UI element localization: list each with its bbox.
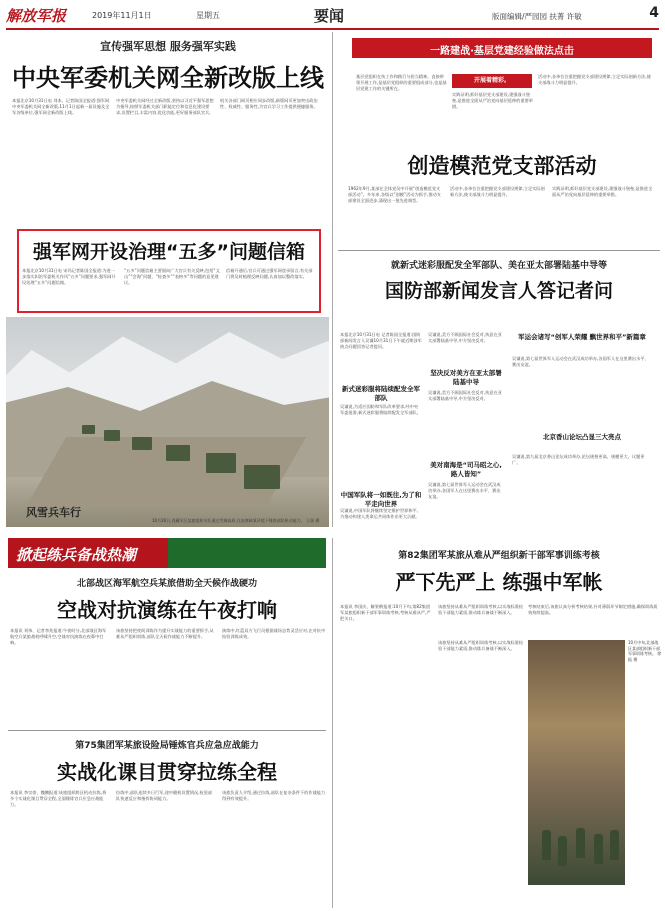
art4-sub6: 北京香山论坛凸显三大亮点 bbox=[543, 433, 621, 441]
soldier-figure bbox=[576, 828, 585, 858]
art7-kicker: 第82集团军某旅从难从严组织新干部军事训练考核 bbox=[398, 551, 600, 561]
art3-tagline: 开展着精彩。 bbox=[452, 74, 532, 88]
art4-body6: 吴谦说,第九届北京香山论坛成功举办,论坛规格更高、规模更大、议题更广。 bbox=[512, 454, 645, 466]
art1-col3: 机关各部门网页相应同步改版,新版网页更加突出政治性、权威性、服务性,为官兵学习工作提供便捷服务。 bbox=[220, 98, 318, 110]
truck bbox=[206, 453, 236, 473]
art4-body3: 吴谦说,美方不顾国际社会反对,执意在亚太部署陆基中导,中方坚决反对。 bbox=[428, 390, 502, 402]
training-banner: 掀起练兵备战热潮 bbox=[8, 538, 168, 568]
art7-col1: 本报讯 李国庆、解景鹤报道:10月下旬,第82集团军某旅组织新干部军事训练考核,考核从难从严,严把关口。 bbox=[340, 604, 431, 622]
art5-kicker: 北部战区海军航空兵某旅借助全天候作战硬功 bbox=[76, 579, 257, 589]
art4-kicker: 就新式迷彩服配发全军部队、美在亚太部署陆基中导等 bbox=[390, 261, 607, 271]
art3-intro1: 基层党组织在执工作和践行与担当精神。直接带领开展工作,是基层党组织的重要组成部分,也是基层党建工作的关键所在。 bbox=[356, 74, 447, 92]
art4-body4: 吴谦说,中国军队将继续坚定维护世界和平,为推动构建人类命运共同体作出更大贡献。 bbox=[340, 508, 420, 520]
party-building-banner: 一路建战·基层党建经验做法点击 bbox=[352, 38, 652, 58]
newspaper-logo: 解放军报 bbox=[6, 7, 67, 25]
art3-intro2: 实践证明,抓好基层党支部建设,建强战斗堡垒,是推进全面从严治党向基层延伸的重要举措。 bbox=[452, 92, 533, 110]
art2-title: 强军网开设治理“五多”问题信箱 bbox=[33, 241, 305, 263]
soldier-figure bbox=[542, 830, 551, 860]
soldier-figure bbox=[610, 830, 619, 860]
art2-col2: “五多”问题信箱主要面向广大官兵有关反映,包括“文山”“会海”问题、“检查多”“表格多”等问题的意见建议。 bbox=[124, 268, 220, 286]
art6-col3: 该旅负责人介绍,通过拉练,部队在复杂条件下的作战能力得到有效提升。 bbox=[222, 790, 326, 802]
art4-sub1: 新式迷彩服将陆续配发全军部队 bbox=[342, 385, 420, 402]
art3-col2: 活动中,各单位注重把握党支部建设规律,立足实际创新方法,使支部战斗力明显提升。 bbox=[450, 186, 545, 198]
art7-col3: 考核结束后,该旅认真分析考核结果,针对薄弱环节制定措施,确保训练质效持续提高。 bbox=[528, 604, 658, 616]
art7-col2a: 该旅坚持从难从严组织训练考核,以实战标准检验干部能力素质,推动练兵备战不断深入。 bbox=[438, 604, 524, 616]
column-divider bbox=[332, 32, 333, 527]
masthead-rule bbox=[6, 28, 659, 30]
soldier-figure bbox=[594, 834, 603, 864]
soldier-figure bbox=[558, 836, 567, 866]
art4-body5: 吴谦说,第七届世界军人运动会在武汉成功举办,各国军人在这里赛出水平、赛出友谊。 bbox=[428, 482, 501, 500]
issue-date: 2019年11月1日 bbox=[92, 11, 152, 20]
art3-title: 创造模范党支部活动 bbox=[407, 154, 597, 178]
art4-body5b: 吴谦说,第七届世界军人运动会在武汉成功举办,各国军人在这里赛出水平、赛出友谊。 bbox=[512, 356, 649, 368]
art5-title: 空战对抗演练在午夜打响 bbox=[57, 598, 277, 622]
truck bbox=[104, 430, 120, 441]
art2-col3: 信箱开通后,官兵可通过强军网登录留言,有关部门将及时梳理反映问题,认真加以整改落实。 bbox=[226, 268, 313, 280]
art1-title: 中央军委机关网全新改版上线 bbox=[12, 64, 324, 92]
art5-col1: 本报讯 刘伟、记者李兆报道:午夜时分,北部战区海军航空兵某旅战机呼啸升空,空战对抗演练在夜幕中打响。 bbox=[10, 628, 107, 646]
section-name: 要闻 bbox=[314, 7, 345, 25]
art1-col2: 中央军委机关网经过全新改版,坚持以习近平强军思想为指导,按照军委机关部门职能定位和信息化建设要求,设置栏目,丰富内容,优化功能,更好服务部队官兵。 bbox=[116, 98, 214, 116]
truck bbox=[82, 425, 95, 434]
masthead bbox=[6, 4, 659, 28]
art1-kicker: 宣传强军思想 服务强军实践 bbox=[100, 40, 236, 53]
art4-sub2: 坚决反对美方在亚太部署陆基中导 bbox=[430, 369, 502, 386]
art7-title: 严下先严上 练强中军帐 bbox=[395, 570, 603, 594]
art4-body3a: 吴谦说,美方不顾国际社会反对,执意在亚太部署陆基中导,中方坚决反对。 bbox=[428, 332, 502, 344]
art5-col3: 演练中,红蓝双方飞行员根据战场态势灵活应对,在对抗中检验训练成效。 bbox=[222, 628, 326, 640]
art6-col2: 拉练中,部队连续多日行军,途中随机设置情况,检验部队快速反应和指挥协同能力。 bbox=[116, 790, 213, 802]
art5-col2: 该旅坚持把夜间训练作为提升实战能力的重要抓手,从难从严组织训练,部队全天候作战能力不断提升。 bbox=[116, 628, 214, 640]
art6-col1: 本报讯 李宗豪、魏鹏报道:该旅组织跨区机动拉练,将多个实战化课目贯穿全程,全面锤炼官兵应急应战能力。 bbox=[10, 790, 107, 808]
art4-body1: 本报北京10月31日电 记者陈国全报道:国防部新闻发言人吴谦10月31日下午就近期涉军热点问题回答记者提问。 bbox=[340, 332, 422, 350]
art4-sub4: 中国军队将一如既往,为了和平走向世界 bbox=[340, 491, 422, 508]
art4-sub5: 军运会诸写“创军人荣耀 飘世界和平”新篇章 bbox=[518, 333, 646, 341]
page-number: 4 bbox=[649, 5, 659, 21]
art3-col1: 1962年9月,某部在全体党员中开展“创造模范党支部活动”。多年来,各级以“创模”活动为抓手,推动支部建设全面进步,涌现出一批先进典型。 bbox=[348, 186, 441, 204]
art6-title: 实战化课目贯穿拉练全程 bbox=[57, 760, 277, 784]
photo-caption: 风雪兵车行 bbox=[26, 506, 81, 519]
divider bbox=[338, 250, 660, 251]
divider bbox=[8, 730, 326, 731]
art3-intro3: 活动中,各单位注重把握党支部建设规律,立足实际创新方法,使支部战斗力明显提升。 bbox=[538, 74, 651, 86]
art1-col1: 本报北京10月31日电 刘本、记者陈国全报道:强军网中央军委机关网全新改版,11月1日起新一届设施及全军各级单位,强军网全新改版上线。 bbox=[12, 98, 110, 116]
truck bbox=[244, 465, 280, 489]
training-photo bbox=[528, 640, 625, 885]
art4-body2: 吴谦说,为适应国防和军队改革要求,经中央军委批准,新式迷彩服将陆续配发全军部队。 bbox=[340, 404, 421, 416]
truck bbox=[132, 437, 152, 450]
art4-sub3: 美对南海是“司马昭之心,路人皆知” bbox=[430, 461, 502, 478]
issue-weekday: 星期五 bbox=[196, 11, 220, 20]
art7-col2: 该旅坚持从难从严组织训练考核,以实战标准检验干部能力素质,推动练兵备战不断深入。 bbox=[438, 640, 524, 652]
art3-col3: 实践证明,抓好基层党支部建设,建强战斗堡垒,是推进全面从严治党向基层延伸的重要举措。 bbox=[552, 186, 653, 198]
training-banner-stripe bbox=[168, 538, 326, 568]
art2-col1: 本报北京10月31日电 宋玛记者陈国全报道:为进一步落实纠治军委机关作风“五多”问题要求,强军网开设治理“五多”问题信箱。 bbox=[22, 268, 116, 286]
column-divider bbox=[332, 538, 333, 908]
photo-credit: 10月26日,西藏军区某旅组织车队通过雪域高原,在高寒缺氧环境下锤炼部队机动能力。 王晟 摄 bbox=[152, 517, 320, 523]
convoy-photo bbox=[6, 317, 329, 527]
art4-title: 国防部新闻发言人答记者问 bbox=[384, 280, 613, 302]
art6-kicker: 第75集团军某旅设险局锤炼官兵应急应战能力 bbox=[75, 741, 259, 751]
truck bbox=[166, 445, 190, 461]
training-photo-caption: 10月中旬,北部战区某部组织新干部军事训练考核。 徐振 摄 bbox=[628, 640, 662, 662]
page-editors: 版面编辑/严园园 扶菁 许敏 bbox=[492, 12, 582, 21]
